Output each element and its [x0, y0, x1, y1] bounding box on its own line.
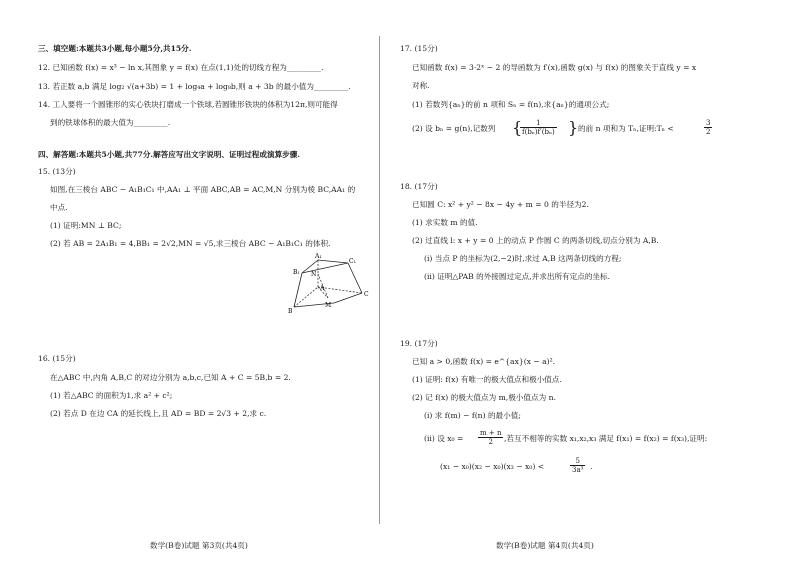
label-b: B: [288, 308, 293, 315]
question-17-bound-num: 3: [706, 119, 711, 127]
right-page: [400, 0, 800, 579]
question-18-part1: (1) 求实数 m 的值.: [412, 218, 478, 227]
question-17-bound: [704, 119, 712, 136]
question-16-title: 16. (15分): [38, 354, 76, 363]
question-19-part2: (2) 记 f(x) 的极大值点为 m,极小值点为 n.: [412, 393, 556, 402]
question-17-stem-line2: 对称.: [412, 81, 430, 90]
question-19-part2-ii-before: (ⅱ) 设 x₀ =: [424, 434, 464, 443]
right-brace: }: [568, 118, 579, 137]
right-page-footer: 数学(B卷)试题 第4页(共4页): [496, 541, 594, 550]
question-17-title: 17. (15分): [400, 44, 438, 53]
question-18-title: 18. (17分): [400, 182, 438, 191]
question-15-part2: (2) 若 AB = 2A₁B₁ = 4,BB₁ = 2√2,MN = √5,求三棱台 ABC − A₁B₁C₁ 的体积.: [50, 239, 331, 248]
question-17-fraction: [520, 119, 557, 136]
question-19-final-before: (x₁ − x₀)(x₂ − x₀)(x₃ − x₀) <: [440, 462, 545, 471]
question-17-fraction-num: 1: [520, 119, 557, 128]
question-19-x0-den: 2: [488, 438, 493, 446]
question-19-final-den: 3a³: [572, 466, 584, 474]
label-a1: A₁: [315, 253, 322, 260]
question-16-part1: (1) 若△ABC 的面积为1,求 a² + c²;: [50, 391, 173, 400]
question-17-stem-line1: 已知函数 f(x) = 3·2ˣ − 2 的导函数为 f′(x),函数 g(x) 与 f(x) 的图象关于直线 y = x: [412, 63, 697, 72]
label-a: A: [320, 285, 325, 292]
page-divider: [379, 36, 380, 524]
question-17-bound-den: 2: [706, 128, 711, 136]
question-15-part1: (1) 证明:MN ⊥ BC;: [50, 221, 122, 230]
question-14-line1: 14. 工人要将一个圆锥形的实心铁块打磨成一个铁球,若圆锥形铁块的体积为12π,则可能得: [38, 100, 338, 109]
question-19-x0-fraction: [478, 429, 503, 446]
question-18-part2-i: (ⅰ) 当点 P 的坐标为(2,−2)时,求过 A,B 这两条切线的方程;: [424, 254, 622, 263]
question-15-stem-line2: 中点.: [50, 203, 68, 212]
question-14-line2: 到的铁球体积的最大值为_________.: [50, 118, 171, 127]
question-19-x0-num: m + n: [480, 429, 502, 437]
left-brace: {: [512, 118, 523, 137]
label-m: M: [325, 302, 332, 309]
question-12: 12. 已知函数 f(x) = x³ − ln x,其图象 y = f(x) 在点(1,1)处的切线方程为_________.: [38, 63, 324, 72]
question-17-part2-before: (2) 设 bₙ = g(n),记数列: [412, 124, 496, 133]
question-19-final-fraction: [570, 457, 585, 474]
question-19-title: 19. (17分): [400, 339, 438, 348]
section3-heading: 三、填空题:本题共3小题,每小题5分,共15分.: [38, 44, 192, 53]
question-18-part2: (2) 过直线 l: x + y = 0 上的动点 P 作圆 C 的两条切线,切点分别为 A,B.: [412, 236, 659, 245]
question-17-fraction-den: f(bₙ)f′(bₙ): [522, 128, 555, 136]
left-page-footer: 数学(B卷)试题 第3页(共4页): [150, 541, 248, 550]
question-16-part2: (2) 若点 D 在边 CA 的延长线上,且 AD = BD = 2√3 + 2,求 c.: [50, 409, 267, 418]
question-16-stem: 在△ABC 中,内角 A,B,C 的对边分别为 a,b,c,已知 A + C = 5B,b = 2.: [50, 373, 291, 382]
question-15-stem-line1: 如图,在三棱台 ABC − A₁B₁C₁ 中,AA₁ ⊥ 平面 ABC,AB = AC,M,N 分别为棱 BC,AA₁ 的: [50, 185, 356, 194]
question-19-part2-ii-after: ,若互不相等的实数 x₁,x₂,x₃ 满足 f(x₁) = f(x₂) = f(x₃),证明:: [504, 434, 708, 443]
frustum-figure: [282, 250, 374, 318]
label-b1: B₁: [293, 269, 300, 276]
question-13: 13. 若正数 a,b 满足 log₂ √(a+3b) = 1 + log₄a + log₈b,则 a + 3b 的最小值为_________.: [38, 82, 351, 91]
question-17-part2-after: 的前 n 项和为 Tₙ,证明:Tₙ <: [578, 124, 674, 133]
question-19-stem: 已知 a > 0,函数 f(x) = e^{ax}(x − a)².: [412, 357, 556, 366]
question-19-part2-i: (ⅰ) 求 f(m) − f(n) 的最小值;: [424, 411, 521, 420]
question-19-final-after: .: [590, 462, 593, 471]
question-15-title: 15. (13分): [38, 167, 76, 176]
label-c: C: [364, 291, 369, 298]
question-19-part1: (1) 证明: f(x) 有唯一的极大值点和极小值点.: [412, 375, 562, 384]
label-n: N: [311, 271, 317, 278]
section4-heading: 四、解答题:本题共5小题,共77分.解答应写出文字说明、证明过程或演算步骤.: [38, 150, 300, 159]
question-18-part2-ii: (ⅱ) 证明△PAB 的外接圆过定点,并求出所有定点的坐标.: [424, 272, 611, 281]
question-19-final-num: 5: [570, 457, 585, 466]
question-18-stem: 已知圆 C: x² + y² − 8x − 4y + m = 0 的半径为2.: [412, 200, 589, 209]
question-17-part1: (1) 若数列{aₙ}的前 n 项和 Sₙ = f(n),求{aₙ}的通项公式;: [412, 100, 610, 109]
label-c1: C₁: [349, 258, 356, 265]
